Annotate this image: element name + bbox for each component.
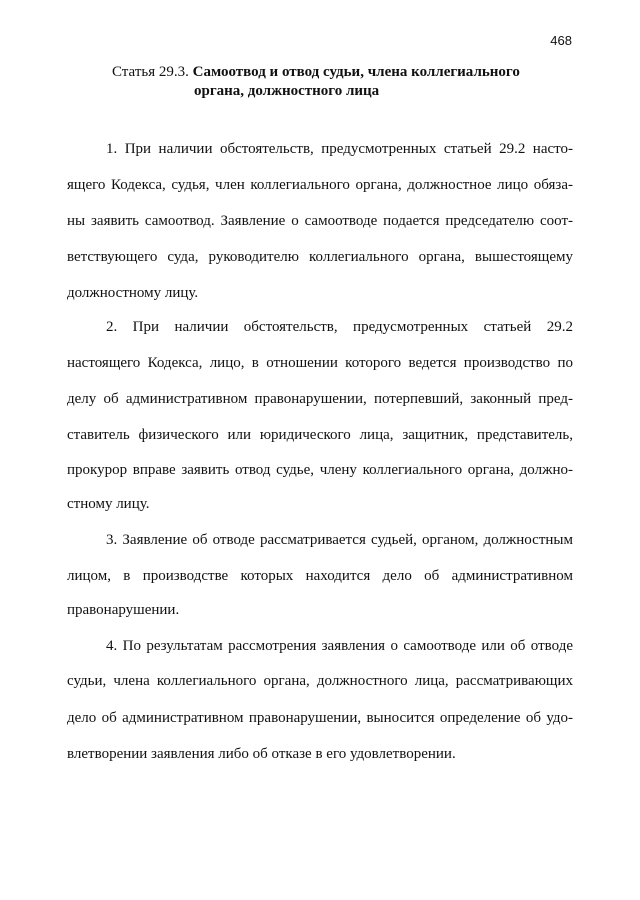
paragraph-4-line-2: судьи, члена коллегиального органа, должностного лица, рассматривающих: [67, 673, 573, 689]
article-title: Самоотвод и отвод судьи, члена коллегиального: [192, 64, 520, 80]
paragraph-3-line-3: правонарушении.: [67, 602, 180, 618]
paragraph-3-line-2: лицом, в производстве которых находится дело об административном: [67, 568, 573, 584]
paragraph-4-line-1: 4. По результатам рассмотрения заявления о самоотводе или об отводе: [106, 638, 573, 654]
article-title-continued: органа, должностного лица: [194, 83, 380, 99]
paragraph-1-line-1: 1. При наличии обстоятельств, предусмотренных статьей 29.2 насто-: [106, 141, 573, 157]
paragraph-2-line-1: 2. При наличии обстоятельств, предусмотренных статьей 29.2: [106, 319, 573, 335]
paragraph-3-line-1: 3. Заявление об отводе рассматривается судьей, органом, должностным: [106, 532, 573, 548]
page-number: 468: [550, 33, 572, 48]
paragraph-4-line-4: влетворении заявления либо об отказе в его удовлетворении.: [67, 746, 456, 762]
paragraph-2-line-2: настоящего Кодекса, лицо, в отношении которого ведется производство по: [67, 355, 573, 371]
paragraph-1-line-3: ны заявить самоотвод. Заявление о самоотводе подается председателю соот-: [67, 213, 573, 229]
paragraph-1-line-4: ветствующего суда, руководителю коллегиального органа, вышестоящему: [67, 249, 573, 265]
paragraph-2-line-4: ставитель физического или юридического лица, защитник, представитель,: [67, 427, 573, 443]
article-header: [112, 63, 572, 101]
paragraph-1-line-5: должностному лицу.: [67, 285, 199, 301]
paragraph-4-line-3: дело об административном правонарушении, выносится определение об удо-: [67, 710, 573, 726]
paragraph-1-line-2: ящего Кодекса, судья, член коллегиального органа, должностное лицо обяза-: [67, 177, 573, 193]
article-header-line-1: [112, 63, 572, 82]
paragraph-2-line-5: прокурор вправе заявить отвод судье, члену коллегиального органа, должно-: [67, 462, 573, 478]
article-number: Статья 29.3.: [112, 64, 189, 80]
paragraph-2-line-3: делу об административном правонарушении, потерпевший, законный пред-: [67, 391, 573, 407]
paragraph-2-line-6: стному лицу.: [67, 496, 150, 512]
